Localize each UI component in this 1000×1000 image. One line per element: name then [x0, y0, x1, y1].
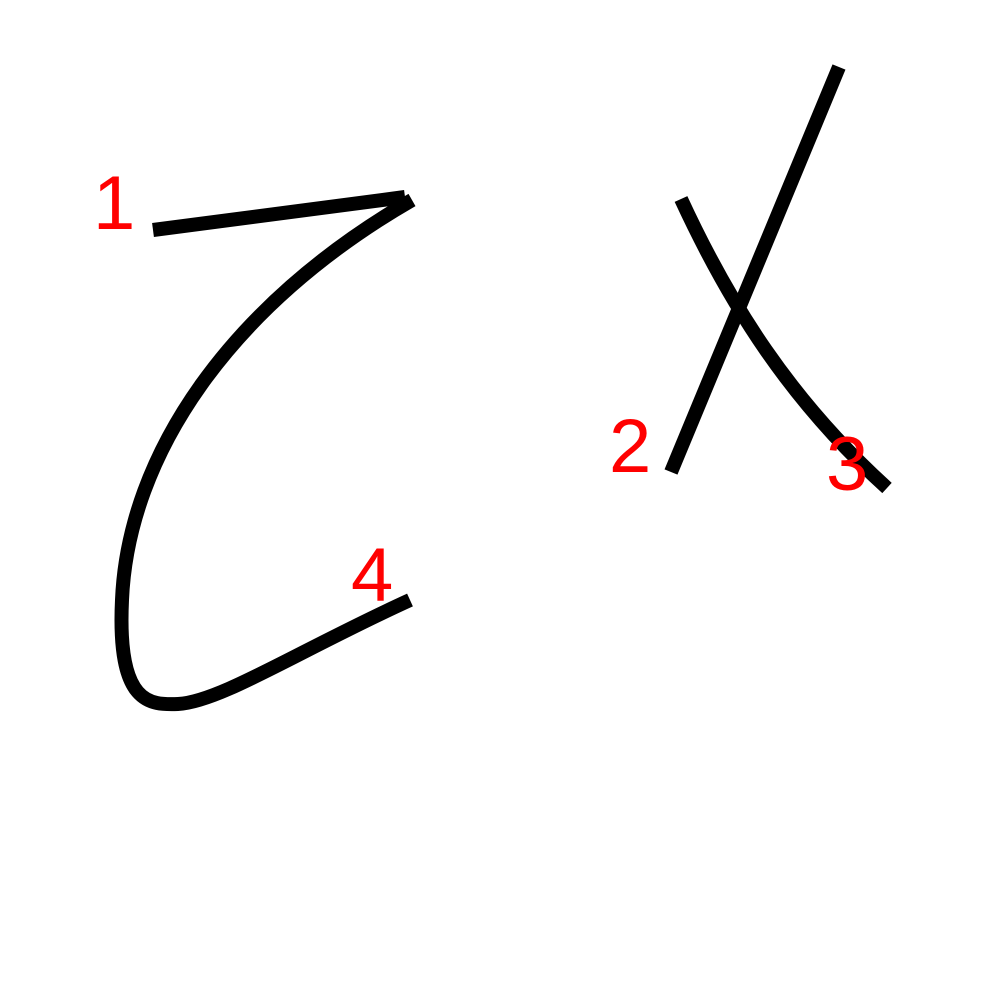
- stroke-3-label: 3: [826, 422, 869, 507]
- stroke-4-label: 4: [351, 533, 394, 618]
- stroke-1-label: 1: [93, 161, 136, 246]
- stroke-2-label: 2: [609, 404, 652, 489]
